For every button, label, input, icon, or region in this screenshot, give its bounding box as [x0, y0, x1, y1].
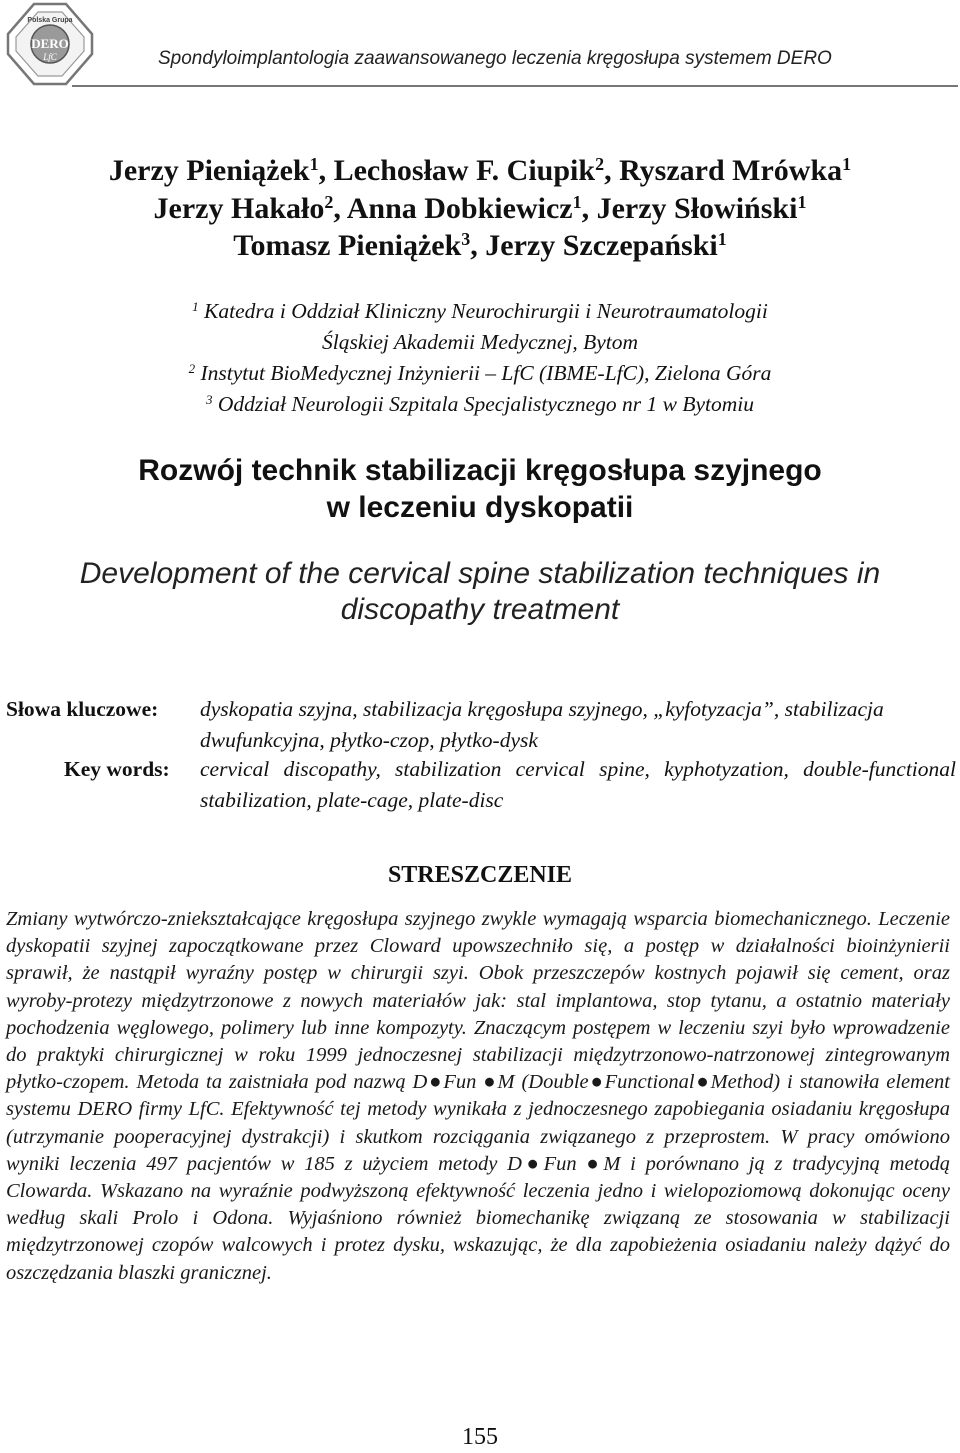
author-sep: ,	[581, 191, 597, 225]
title-line: w leczeniu dyskopatii	[326, 491, 634, 524]
keywords-label: Key words:	[64, 757, 170, 781]
title-line: Development of the cervical spine stabilization techniques in	[79, 557, 881, 590]
affiliation-text: Katedra i Oddział Kliniczny Neurochirurgii i Neurotraumatologii	[204, 299, 768, 323]
author-sep: ,	[318, 154, 334, 187]
authors-line	[0, 152, 960, 190]
title-english	[0, 556, 960, 628]
author-sup: 2	[324, 191, 334, 212]
affiliation-sup: 1	[192, 299, 199, 314]
authors-block	[0, 152, 960, 265]
author-name: Tomasz Pieniążek	[233, 229, 462, 262]
authors-line	[0, 227, 960, 265]
affiliation-line	[0, 327, 960, 358]
author-name: Jerzy Hakało	[153, 191, 325, 225]
svg-text:DERO: DERO	[31, 36, 69, 51]
author-name: Jerzy Słowiński	[596, 191, 798, 225]
title-line: discopathy treatment	[340, 593, 620, 626]
keywords-polish	[0, 694, 960, 756]
affiliation-sup: 3	[206, 392, 213, 407]
keywords-english	[0, 754, 960, 816]
author-name: Lechosław F. Ciupik	[333, 154, 596, 187]
abstract-body: Zmiany wytwórczo-zniekształcające kręgosłupa szyjnego zwykle wymagają wsparcia biomechanicznego. Leczenie dyskopatii szyjnej zapoczątkowane przez Cloward upowszechniło się, a postęp w działalności bioinżynierii sprawił, że nastąpił wyraźny postęp w chirurgii szyi. Obok przeszczepów kostnych pojawił się cement, oraz wyroby-protezy międzytrzonowe z nowych materiałów jak: stal implantowa, stop tytanu, a ostatnio materiały pochodzenia węglowego, polimery lub inne kompozyty. Znaczącym postępem w leczeniu szyi było wprowadzenie do praktyki chirurgicznej w roku 1999 jednoczesnej stabilizacji międzytrzonowo-natrzonowej zintegrowanym płytko-czopem. Metoda ta zaistniała pod nazwą D●Fun ●M (Double●Functional●Method) i stanowiła element systemu DERO firmy LfC. Efektywność tej metody wynikała z jednoczesnego zapobiegania osiadaniu kręgosłupa (utrzymanie pooperacyjnej dystrakcji) i skutkom rozciągania związanego z przeprostem. W pracy omówiono wyniki leczenia 497 pacjentów w 185 z użyciem metody D●Fun ●M i porównano ją z tradycyjną metodą Clowarda. Wskazano na wyraźnie podwyższoną efektywność leczenia jedno i wielopoziomową dokonując oceny według skali Prolo i Odona. Wyjaśniono również biomechanikę związaną ze stosowania w stabilizacji międzytrzonowej czopów walcowych i protez dysku, wskazując, że dla zapobieżenia osiadaniu należy dążyć do oszczędzania blaszki granicznej.	[6, 908, 950, 1284]
author-name: Anna Dobkiewicz	[346, 191, 573, 225]
svg-text:Polska Grupa: Polska Grupa	[27, 17, 73, 24]
affiliations-block	[0, 296, 960, 420]
authors-line	[0, 190, 960, 228]
dero-logo	[4, 2, 96, 86]
author-sup: 1	[842, 154, 852, 174]
author-sup: 1	[572, 191, 582, 212]
author-sep: ,	[333, 191, 347, 225]
affiliation-text: Oddział Neurologii Szpitala Specjalistycznego nr 1 w Bytomiu	[217, 392, 754, 416]
keywords-label: Słowa kluczowe:	[6, 697, 159, 721]
header-rule	[72, 85, 958, 87]
affiliation-line	[0, 389, 960, 420]
author-sup: 3	[461, 229, 471, 249]
author-sup: 2	[595, 154, 605, 174]
affiliation-line	[0, 296, 960, 327]
affiliation-text: Instytut BioMedycznej Inżynierii – LfC (IBME-LfC), Zielona Góra	[200, 361, 772, 385]
affiliation-text: Śląskiej Akademii Medycznej, Bytom	[321, 330, 639, 354]
page-number: 155	[462, 1424, 498, 1450]
author-name: Ryszard Mrówka	[619, 154, 843, 187]
author-sup: 1	[309, 154, 319, 174]
keywords-text: cervical discopathy, stabilization cervical spine, kyphotyzation, double-functional stabilization, plate-cage, plate-disc	[200, 757, 956, 812]
title-line: Rozwój technik stabilizacji kręgosłupa szyjnego	[138, 454, 822, 487]
author-sup: 1	[717, 229, 727, 249]
keywords-text: dyskopatia szyjna, stabilizacja kręgosłupa szyjnego, „kyfotyzacja”, stabilizacja dwufunkcyjna, płytko-czop, płytko-dysk	[200, 697, 884, 752]
running-head: Spondyloimplantologia zaawansowanego leczenia kręgosłupa systemem DERO	[158, 48, 832, 69]
author-sup: 1	[797, 191, 807, 212]
author-sep: ,	[604, 154, 620, 187]
svg-text:LfC: LfC	[43, 52, 57, 62]
affiliation-sup: 2	[188, 361, 196, 376]
affiliation-line	[0, 358, 960, 389]
author-name: Jerzy Szczepański	[485, 229, 718, 262]
author-name: Jerzy Pieniążek	[108, 154, 310, 187]
author-sep: ,	[470, 229, 486, 262]
title-polish	[0, 452, 960, 526]
abstract-heading: STRESZCZENIE	[387, 862, 573, 888]
